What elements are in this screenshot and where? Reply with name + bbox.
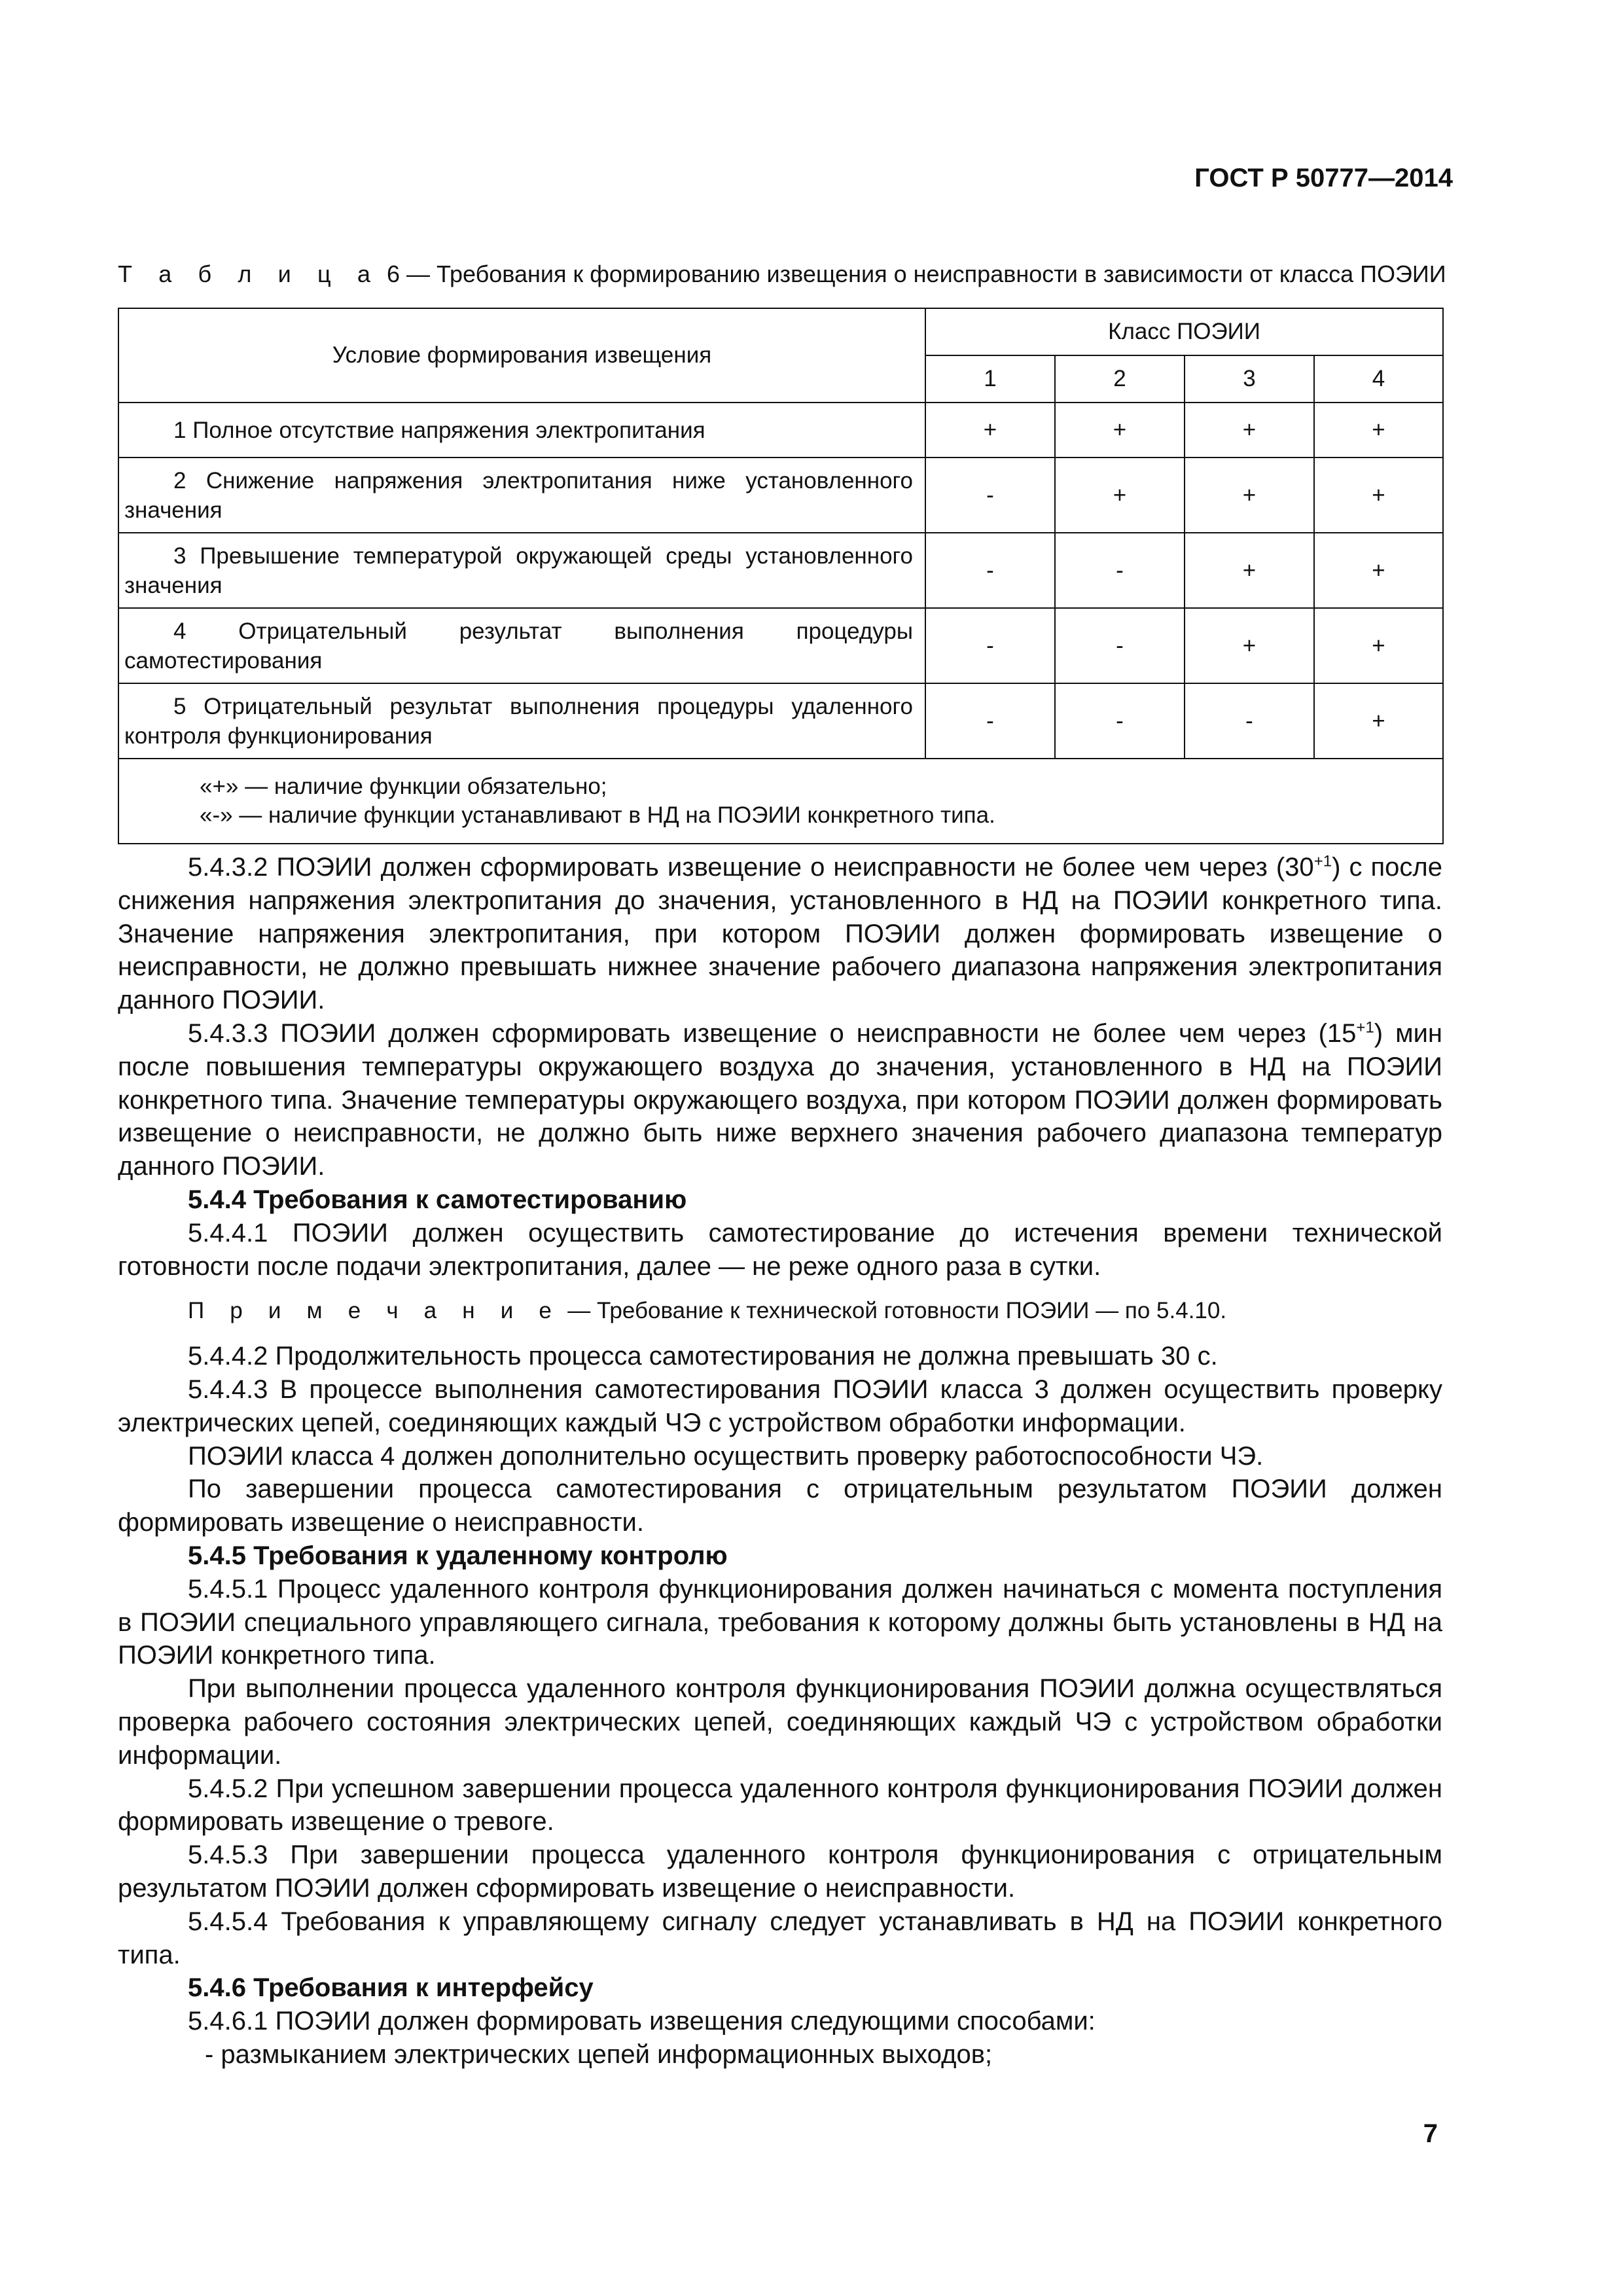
value-cell: + [1314,457,1443,533]
paragraph-5-4-5-4: 5.4.5.4 Требования к управляющему сигналу следует устанавливать в НД на ПОЭИИ конкретного типа. [118,1907,1442,1969]
value-cell: - [1185,683,1314,759]
list-item: - размыканием электрических цепей информационных выходов; [205,2039,993,2069]
paragraph-5-4-3-2 [118,851,1442,1017]
standard-code: ГОСТ Р 50777—2014 [1194,164,1453,192]
table-caption-label: Т а б л и ц а [118,260,380,287]
paragraph-text: ) с после снижения напряжения электропитания до значения, установленного в НД на ПОЭИИ конкретного типа. Значение напряжения электропитания, при котором ПОЭИИ должен формировать извещение о неисправности, не должно превышать нижнее значение рабочего диапазона напряжения электропитания данного ПОЭИИ. [118,853,1443,1015]
table-caption [118,260,1446,288]
table-row [118,533,1443,608]
value-cell: + [1185,608,1314,683]
table-caption-title: — Требования к формированию извещения о неисправности в зависимости от класса ПОЭИИ [406,260,1446,287]
value-cell: + [1314,683,1443,759]
paragraph-5-4-4-2: 5.4.4.2 Продолжительность процесса самотестирования не должна превышать 30 с. [188,1342,1218,1371]
condition-cell: 5 Отрицательный результат выполнения процедуры удаленного контроля функционирования [118,683,925,759]
heading-5-4-6: 5.4.6 Требования к интерфейсу [188,1973,594,2003]
paragraph-text: ) мин после повышения температуры окружающего воздуха до значения, установленного в НД на ПОЭИИ конкретного типа. Значение температуры окружающего воздуха, при котором ПОЭИИ должен формировать извещение о неисправности, не должно быть ниже верхнего значения рабочего диапазона температур данного ПОЭИИ. [118,1018,1442,1181]
class-number-cell: 3 [1185,355,1314,403]
class-number-cell: 4 [1314,355,1443,403]
column-header-class: Класс ПОЭИИ [925,308,1443,355]
note-label: П р и м е ч а н и е [188,1298,562,1324]
class-number-cell: 1 [925,355,1055,403]
heading-5-4-5: 5.4.5 Требования к удаленному контролю [188,1541,728,1570]
paragraph-5-4-6-1: 5.4.6.1 ПОЭИИ должен формировать извещения следующими способами: [188,2007,1096,2036]
condition-cell: 2 Снижение напряжения электропитания ниже установленного значения [118,457,925,533]
value-cell: - [1055,683,1185,759]
table-row [118,403,1443,457]
paragraph-class-4: ПОЭИИ класса 4 должен дополнительно осуществить проверку работоспособности ЧЭ. [188,1441,1264,1471]
column-header-condition: Условие формирования извещения [118,308,925,403]
paragraph-remote-check: При выполнении процесса удаленного контроля функционирования ПОЭИИ должна осуществляться проверка рабочего состояния электрических цепей, соединяющих каждый ЧЭ с устройством обработки информации. [118,1674,1442,1770]
paragraph-text: 5.4.3.2 ПОЭИИ должен сформировать извещение о неисправности не более чем через (30 [188,853,1314,882]
table-caption-number: 6 [386,260,401,287]
condition-cell: 1 Полное отсутствие напряжения электропитания [118,403,925,457]
value-cell: + [1314,608,1443,683]
paragraph-5-4-4-3: 5.4.4.3 В процессе выполнения самотестирования ПОЭИИ класса 3 должен осуществить проверку электрических цепей, соединяющих каждый ЧЭ с устройством обработки информации. [118,1374,1442,1437]
value-cell: + [925,403,1055,457]
value-cell: - [925,457,1055,533]
table-note: «+» — наличие функции обязательно; [200,774,607,799]
value-cell: + [1314,533,1443,608]
value-cell: + [1185,403,1314,457]
value-cell: + [1185,533,1314,608]
table-header-row [118,308,1443,355]
page-number: 7 [1423,2119,1438,2148]
table-note: «-» — наличие функции устанавливают в НД на ПОЭИИ конкретного типа. [200,802,995,828]
paragraph-5-4-3-3 [118,1017,1442,1183]
condition-cell: 4 Отрицательный результат выполнения процедуры самотестирования [118,608,925,683]
fault-notification-table [118,308,1444,844]
body-text [118,851,1442,2072]
paragraph-self-test-completion: По завершении процесса самотестирования с отрицательным результатом ПОЭИИ должен формировать извещение о неисправности. [118,1475,1442,1537]
paragraph-5-4-4-1: 5.4.4.1 ПОЭИИ должен осуществить самотестирование до истечения времени технической готовности после подачи электропитания, далее — не реже одного раза в сутки. [118,1218,1442,1281]
value-cell: - [1055,533,1185,608]
heading-5-4-4: 5.4.4 Требования к самотестированию [188,1185,687,1214]
class-number-cell: 2 [1055,355,1185,403]
superscript-tolerance: +1 [1356,1018,1374,1037]
value-cell: - [925,533,1055,608]
value-cell: - [1055,608,1185,683]
condition-cell: 3 Превышение температурой окружающей среды установленного значения [118,533,925,608]
table-row [118,683,1443,759]
value-cell: + [1055,457,1185,533]
superscript-tolerance: +1 [1313,852,1332,870]
note-text: — Требование к технической готовности ПОЭИИ — по 5.4.10. [567,1298,1227,1324]
paragraph-5-4-5-1: 5.4.5.1 Процесс удаленного контроля функционирования должен начинаться с момента поступления в ПОЭИИ специального управляющего сигнала, требования к которому должны быть установлены в НД на ПОЭИИ конкретного типа. [118,1574,1442,1670]
value-cell: + [1055,403,1185,457]
value-cell: + [1314,403,1443,457]
note [118,1295,1442,1328]
paragraph-5-4-5-2: 5.4.5.2 При успешном завершении процесса удаленного контроля функционирования ПОЭИИ должен формировать извещение о тревоге. [118,1774,1442,1837]
paragraph-text: 5.4.3.3 ПОЭИИ должен сформировать извещение о неисправности не более чем через (15 [188,1018,1357,1048]
table-row [118,457,1443,533]
table-notes [118,759,1443,844]
paragraph-5-4-5-3: 5.4.5.3 При завершении процесса удаленного контроля функционирования с отрицательным результатом ПОЭИИ должен сформировать извещение о неисправности. [118,1840,1442,1903]
value-cell: - [925,683,1055,759]
value-cell: + [1185,457,1314,533]
table-notes-row [118,759,1443,844]
value-cell: - [925,608,1055,683]
table-row [118,608,1443,683]
